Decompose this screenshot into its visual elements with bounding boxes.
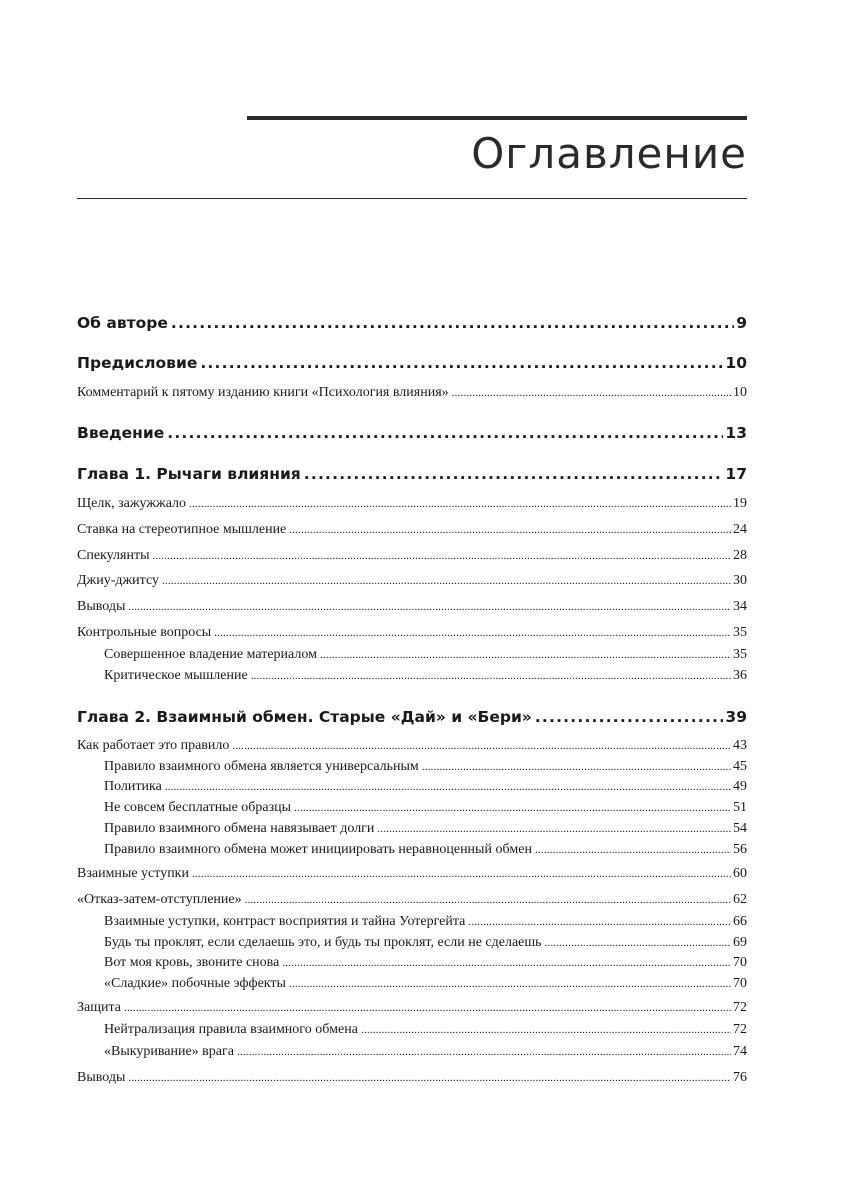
toc-entry[interactable] — [77, 890, 747, 910]
toc-page-number: 60 — [733, 866, 747, 881]
toc-entry[interactable] — [77, 1068, 747, 1088]
toc-entry[interactable] — [77, 463, 747, 485]
toc-entry-title: Взаимные уступки, контраст восприятия и тайна Уотергейта — [104, 914, 466, 929]
dot-leader — [245, 890, 731, 910]
toc-page-number: 70 — [733, 976, 747, 991]
toc-entry-title: «Отказ-затем-отступление» — [77, 892, 242, 907]
dot-leader — [232, 736, 731, 756]
toc-entry[interactable] — [77, 666, 747, 686]
toc-page-number: 56 — [733, 842, 747, 857]
dot-leader — [189, 494, 731, 514]
toc-page-number: 72 — [733, 1000, 747, 1015]
dot-leader — [124, 998, 731, 1018]
toc-entry-title: Критическое мышление — [104, 668, 248, 683]
toc-entry-title: Выводы — [77, 1070, 126, 1085]
toc-entry-title: Комментарий к пятому изданию книги «Психология влияния» — [77, 385, 449, 400]
dot-leader — [251, 666, 731, 686]
dot-leader — [152, 546, 731, 566]
toc-entry-title: Предисловие — [77, 354, 198, 372]
toc-page-number: 74 — [733, 1044, 747, 1059]
toc-entry-title: Джиу-джитсу — [77, 573, 159, 588]
toc-page-number: 62 — [733, 892, 747, 907]
toc-page-number: 69 — [733, 935, 747, 950]
toc-entry-title: Щелк, зажужжало — [77, 496, 187, 511]
toc-entry-title: Об авторе — [77, 314, 168, 332]
toc-entry[interactable] — [77, 571, 747, 591]
toc-page-number: 10 — [725, 354, 747, 372]
toc-entry-title: «Сладкие» побочные эффекты — [104, 976, 286, 991]
toc-entry[interactable] — [77, 864, 747, 884]
dot-leader — [162, 571, 731, 591]
toc-page-number: 49 — [733, 779, 747, 794]
toc-page-number: 10 — [733, 385, 747, 400]
page-title: Оглавление — [471, 129, 747, 178]
toc-page-number: 70 — [733, 955, 747, 970]
dot-leader — [452, 383, 731, 403]
toc-entry-title: Как работает это правило — [77, 738, 230, 753]
toc-page-number: 19 — [733, 496, 747, 511]
dot-leader — [422, 757, 731, 777]
toc-page-number: 45 — [733, 759, 747, 774]
toc-entry-title: Контрольные вопросы — [77, 625, 212, 640]
toc-entry-title: Взаимные уступки — [77, 866, 189, 881]
toc-page-number: 43 — [733, 738, 747, 753]
toc-entry[interactable] — [77, 645, 747, 665]
toc-page-number: 9 — [736, 314, 747, 332]
toc-page-number: 76 — [733, 1070, 747, 1085]
dot-leader — [165, 777, 731, 797]
toc-entry[interactable] — [77, 998, 747, 1018]
dot-leader — [128, 597, 731, 617]
dot-leader — [361, 1020, 731, 1040]
toc-entry[interactable] — [77, 798, 747, 818]
toc-entry[interactable] — [77, 312, 747, 334]
title-top-rule — [247, 116, 747, 120]
dot-leader — [545, 933, 731, 953]
toc-entry-title: Защита — [77, 1000, 122, 1015]
toc-page-number: 51 — [733, 800, 747, 815]
toc-page-number: 36 — [733, 668, 747, 683]
toc-page-number: 13 — [725, 424, 747, 442]
toc-entry[interactable] — [77, 597, 747, 617]
dot-leader — [294, 798, 731, 818]
dot-leader — [468, 912, 731, 932]
toc-entry-title: Не совсем бесплатные образцы — [104, 800, 292, 815]
toc-entry-title: Вот моя кровь, звоните снова — [104, 955, 280, 970]
dot-leader — [304, 463, 724, 485]
dot-leader — [282, 953, 731, 973]
toc-page-number: 28 — [733, 548, 747, 563]
toc-entry-title: Правило взаимного обмена навязывает долги — [104, 821, 375, 836]
toc-entry[interactable] — [77, 819, 747, 839]
toc-page-number: 39 — [725, 708, 747, 726]
toc-entry[interactable] — [77, 777, 747, 797]
dot-leader — [535, 706, 724, 728]
toc-page-number: 34 — [733, 599, 747, 614]
toc-entry-title: Политика — [104, 779, 162, 794]
toc-page-number: 30 — [733, 573, 747, 588]
toc-entry[interactable] — [77, 1042, 747, 1062]
toc-entry[interactable] — [77, 736, 747, 756]
toc-page-number: 66 — [733, 914, 747, 929]
toc-entry[interactable] — [77, 352, 747, 374]
toc-entry-title: Введение — [77, 424, 165, 442]
dot-leader — [192, 864, 731, 884]
dot-leader — [377, 819, 731, 839]
dot-leader — [320, 645, 731, 665]
toc-entry-title: Ставка на стереотипное мышление — [77, 522, 287, 537]
toc-entry-title: Выводы — [77, 599, 126, 614]
dot-leader — [167, 422, 723, 444]
toc-entry[interactable] — [77, 933, 747, 953]
toc-entry[interactable] — [77, 520, 747, 540]
toc-entry-title: Глава 1. Рычаги влияния — [77, 465, 301, 483]
toc-page-number: 35 — [733, 625, 747, 640]
toc-page-number: 72 — [733, 1022, 747, 1037]
toc-entry-title: Правило взаимного обмена является универсальным — [104, 759, 419, 774]
toc-entry[interactable] — [77, 623, 747, 643]
toc-entry[interactable] — [77, 494, 747, 514]
toc-entry-title: Глава 2. Взаимный обмен. Старые «Дай» и «Бери» — [77, 708, 532, 726]
toc-page-number: 35 — [733, 647, 747, 662]
toc-entry[interactable] — [77, 953, 747, 973]
dot-leader — [200, 352, 723, 374]
toc-entry-title: «Выкуривание» врага — [104, 1044, 234, 1059]
toc-entry-title: Совершенное владение материалом — [104, 647, 317, 662]
toc-entry[interactable] — [77, 1020, 747, 1040]
toc-entry[interactable] — [77, 757, 747, 777]
toc-entry-title: Правило взаимного обмена может инициировать неравноценный обмен — [104, 842, 532, 857]
title-bottom-rule — [77, 198, 747, 199]
toc-entry[interactable] — [77, 383, 747, 403]
toc-entry[interactable] — [77, 422, 747, 444]
toc-entry[interactable] — [77, 546, 747, 566]
dot-leader — [128, 1068, 731, 1088]
dot-leader — [214, 623, 731, 643]
dot-leader — [535, 840, 731, 860]
toc-entry[interactable] — [77, 912, 747, 932]
dot-leader — [289, 974, 731, 994]
toc-entry[interactable] — [77, 840, 747, 860]
dot-leader — [237, 1042, 731, 1062]
toc-entry-title: Будь ты проклят, если сделаешь это, и будь ты проклят, если не сделаешь — [104, 935, 542, 950]
toc-page-number: 17 — [725, 465, 747, 483]
dot-leader — [171, 312, 734, 334]
dot-leader — [289, 520, 731, 540]
toc-page-number: 24 — [733, 522, 747, 537]
toc-entry[interactable] — [77, 706, 747, 728]
toc-entry-title: Нейтрализация правила взаимного обмена — [104, 1022, 358, 1037]
toc-entry-title: Спекулянты — [77, 548, 150, 563]
toc-page-number: 54 — [733, 821, 747, 836]
toc-entry[interactable] — [77, 974, 747, 994]
